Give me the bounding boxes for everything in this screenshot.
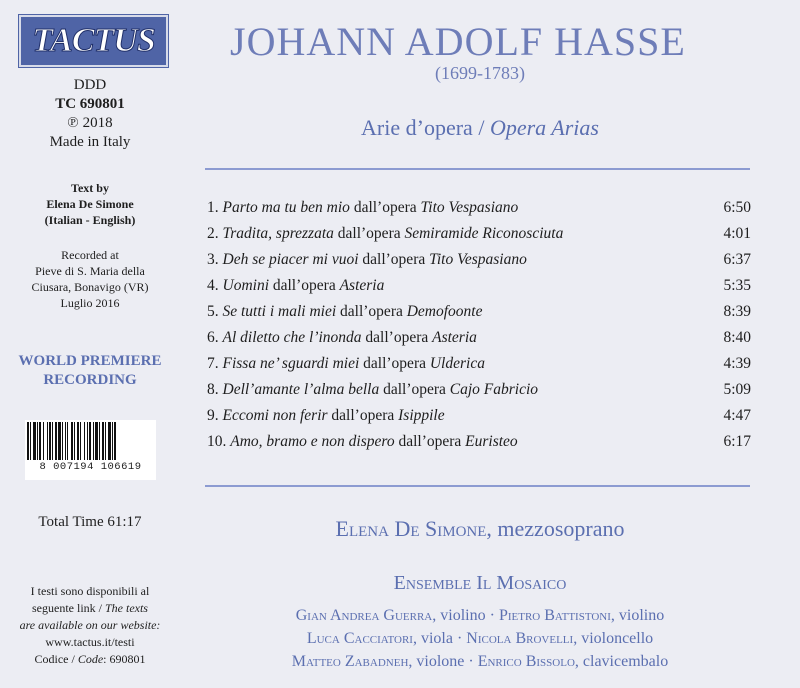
footer-code: [0, 651, 180, 668]
barcode-bar: [30, 422, 31, 460]
member-row: [180, 604, 780, 627]
barcode-bar: [80, 422, 81, 460]
logo-text: TACTUS: [32, 22, 155, 59]
text-credit: [0, 180, 180, 228]
member-role: , violino: [610, 607, 665, 624]
barcode-bar: [105, 422, 106, 460]
made-in: Made in Italy: [49, 134, 131, 150]
opera-title: Semiramide Riconosciuta: [404, 225, 564, 242]
track-title: [207, 328, 477, 354]
catalog-number: TC 690801: [55, 96, 125, 112]
barcode-bars: [25, 420, 156, 462]
barcode-bar: [58, 422, 61, 460]
barcode-bar: [112, 422, 113, 460]
track-row: [207, 224, 751, 250]
track-number: 3.: [207, 251, 219, 268]
member-role: , violino ·: [432, 607, 499, 624]
track-row: [207, 432, 751, 458]
track-title: [207, 276, 384, 302]
recording-line: Recorded at: [61, 248, 119, 262]
track-duration: 4:01: [723, 225, 751, 242]
soloist-name: Elena De Simone: [335, 516, 487, 541]
track-row: [207, 354, 751, 380]
catalog-info: [0, 76, 180, 152]
member-role: , viola ·: [412, 630, 467, 647]
track-row: [207, 250, 751, 276]
track-row: [207, 380, 751, 406]
tactus-logo: [19, 15, 168, 67]
recording-date: Luglio 2016: [60, 296, 120, 310]
track-number: 6.: [207, 329, 219, 346]
aria-title: Fissa ne’ sguardi miei: [222, 355, 360, 372]
track-row: [207, 198, 751, 224]
code-label: Codice /: [34, 652, 78, 666]
track-number: 7.: [207, 355, 219, 372]
barcode-bar: [65, 422, 66, 460]
footer-line: [0, 600, 180, 617]
opera-prefix: dall’opera: [379, 381, 450, 398]
opera-prefix: dall’opera: [349, 199, 421, 216]
track-duration: 6:17: [723, 433, 751, 450]
track-title: [207, 432, 518, 458]
member-name: Pietro Battistoni: [498, 607, 611, 624]
barcode-bar: [43, 422, 44, 460]
soloist: [180, 516, 780, 542]
tracklist: [207, 198, 751, 458]
text-credit-languages: (Italian - English): [44, 213, 136, 227]
recording-location: Ciusara, Bonavigo (VR): [31, 280, 149, 294]
aria-title: Se tutti i mali miei: [222, 303, 337, 320]
track-title: [207, 406, 445, 432]
opera-prefix: dall’opera: [269, 277, 340, 294]
member-role: , violone ·: [408, 653, 478, 670]
recording-info: [0, 247, 180, 311]
text-credit-author: Elena De Simone: [46, 197, 134, 211]
opera-title: Euristeo: [465, 433, 518, 450]
footer-line: I testi sono disponibili al: [30, 584, 150, 598]
aria-title: Parto ma tu ben mio: [222, 199, 350, 216]
track-number: 2.: [207, 225, 219, 242]
barcode-bar: [27, 422, 29, 460]
text-credit-line: Text by: [71, 181, 109, 195]
barcode-bar: [93, 422, 94, 460]
ddd-label: DDD: [73, 77, 107, 93]
barcode-bar: [108, 422, 111, 460]
aria-title: Tradita, sprezzata: [222, 225, 334, 242]
member-row: [180, 650, 780, 673]
opera-title: Asteria: [432, 329, 477, 346]
premiere-line1: WORLD PREMIERE: [18, 353, 162, 369]
opera-prefix: dall’opera: [327, 407, 399, 424]
copyright-year: ℗ 2018: [67, 115, 113, 131]
barcode-bar: [95, 422, 98, 460]
track-number: 5.: [207, 303, 219, 320]
member-role: , violoncello: [573, 630, 654, 647]
track-duration: 6:50: [723, 199, 751, 216]
barcode-bar: [71, 422, 73, 460]
track-number: 9.: [207, 407, 219, 424]
track-duration: 4:47: [723, 407, 751, 424]
barcode-bar: [89, 422, 91, 460]
track-row: [207, 328, 751, 354]
barcode-bar: [55, 422, 57, 460]
barcode-bar: [62, 422, 63, 460]
member-role: , clavicembalo: [574, 653, 669, 670]
composer-dates: (1699-1783): [435, 63, 525, 83]
opera-title: Demofoonte: [406, 303, 483, 320]
track-title: [207, 354, 485, 380]
barcode-bar: [39, 422, 41, 460]
barcode-bar: [87, 422, 88, 460]
footer-note: [0, 583, 180, 668]
opera-title: Tito Vespasiano: [429, 251, 527, 268]
track-number: 4.: [207, 277, 219, 294]
aria-title: Uomini: [222, 277, 269, 294]
opera-prefix: dall’opera: [358, 251, 430, 268]
track-row: [207, 302, 751, 328]
track-title: [207, 380, 538, 406]
opera-prefix: dall’opera: [361, 329, 433, 346]
aria-title: Deh se piacer mi vuoi: [222, 251, 359, 268]
barcode-digits: 8 007194 106619: [25, 461, 156, 473]
member-name: Matteo Zabadneh: [291, 653, 409, 670]
soloist-role: , mezzosoprano: [486, 516, 625, 541]
member-name: Luca Cacciatori: [306, 630, 413, 647]
track-duration: 6:37: [723, 251, 751, 268]
aria-title: Amo, bramo e non dispero: [230, 433, 395, 450]
opera-prefix: dall’opera: [359, 355, 430, 372]
footer-text: seguente link /: [32, 601, 105, 615]
opera-title: Ulderica: [429, 355, 485, 372]
barcode-bar: [114, 422, 116, 460]
aria-title: Al diletto che l’inonda: [222, 329, 362, 346]
barcode-bar: [99, 422, 100, 460]
code-value: : 690801: [103, 652, 146, 666]
barcode-bar: [77, 422, 79, 460]
opera-title: Cajo Fabricio: [449, 381, 539, 398]
opera-prefix: dall’opera: [333, 225, 405, 242]
track-title: [207, 198, 518, 224]
member-row: [180, 627, 780, 650]
barcode-bar: [37, 422, 38, 460]
subtitle-it: Arie d’opera /: [361, 115, 490, 140]
track-duration: 5:09: [723, 381, 751, 398]
footer-line-en: are available on our website:: [19, 618, 161, 632]
barcode-bar: [33, 422, 36, 460]
track-duration: 5:35: [723, 277, 751, 294]
track-row: [207, 276, 751, 302]
barcode-bar: [102, 422, 104, 460]
recording-venue: Pieve di S. Maria della: [35, 264, 145, 278]
track-number: 1.: [207, 199, 219, 216]
barcode-bar: [49, 422, 51, 460]
opera-title: Asteria: [339, 277, 385, 294]
barcode-bar: [47, 422, 48, 460]
footer-text-en: The texts: [104, 601, 148, 615]
track-title: [207, 250, 527, 276]
premiere-line2: RECORDING: [43, 372, 137, 388]
composer-name: JOHANN ADOLF HASSE: [230, 19, 686, 64]
member-name: Nicola Brovelli: [466, 630, 574, 647]
divider-bottom: [205, 485, 750, 487]
track-number: 10.: [207, 433, 227, 450]
barcode-bar: [84, 422, 85, 460]
barcode-bar: [67, 422, 68, 460]
barcode-bar: [74, 422, 75, 460]
subtitle-en: Opera Arias: [489, 115, 599, 140]
divider-top: [205, 168, 750, 170]
opera-title: Tito Vespasiano: [420, 199, 519, 216]
opera-title: Isippile: [398, 407, 445, 424]
track-duration: 8:40: [723, 329, 751, 346]
code-label-en: Code: [77, 652, 104, 666]
ensemble-members: [180, 604, 780, 673]
member-name: Gian Andrea Guerra: [295, 607, 433, 624]
total-time: Total Time 61:17: [38, 514, 142, 530]
track-number: 8.: [207, 381, 219, 398]
track-row: [207, 406, 751, 432]
track-duration: 4:39: [723, 355, 751, 372]
member-name: Enrico Bissolo: [477, 653, 575, 670]
track-title: [207, 224, 563, 250]
aria-title: Dell’amante l’alma bella: [222, 381, 380, 398]
track-title: [207, 302, 483, 328]
opera-prefix: dall’opera: [394, 433, 466, 450]
aria-title: Eccomi non ferir: [222, 407, 328, 424]
ensemble-name: Ensemble Il Mosaico: [393, 572, 567, 594]
barcode-bar: [52, 422, 53, 460]
track-duration: 8:39: [723, 303, 751, 320]
opera-prefix: dall’opera: [336, 303, 407, 320]
world-premiere: [0, 352, 180, 390]
album-subtitle: [180, 115, 780, 141]
website-url[interactable]: www.tactus.it/testi: [45, 635, 135, 649]
